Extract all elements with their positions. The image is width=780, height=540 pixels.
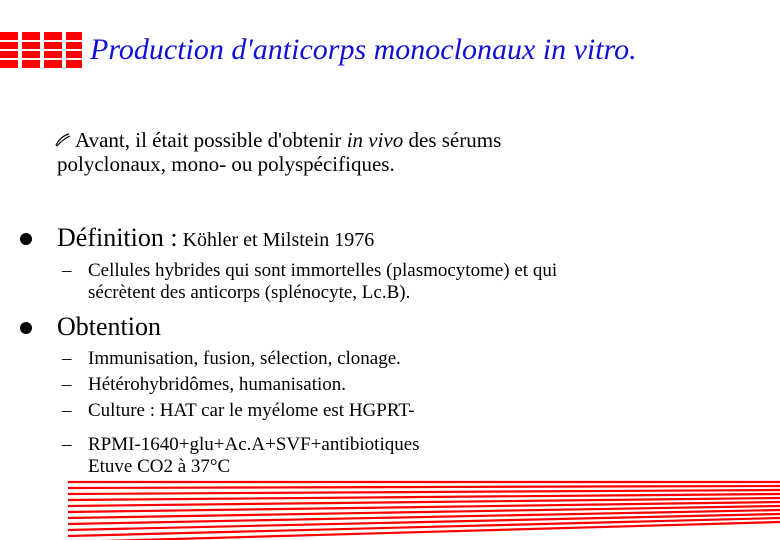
bullet-dot-icon (20, 322, 32, 334)
obtention-item-2: Hétérohybridômes, humanisation. (88, 374, 347, 395)
obtention-item-3: Culture : HAT car le myélome est HGPRT- (88, 400, 415, 421)
obtention-dash-2: – (62, 374, 72, 395)
intro-paragraph (57, 128, 501, 176)
definition-sub-dash: – (62, 260, 72, 281)
definition-detail: Köhler et Milstein 1976 (177, 229, 375, 251)
obtention-dash-4: – (62, 434, 72, 455)
red-hatch-decoration (68, 480, 780, 540)
definition-label: Définition : (57, 223, 178, 252)
slide-title: Production d'anticorps monoclonaux in vitro. (90, 33, 637, 66)
bullet-dot-icon (20, 233, 32, 245)
obtention-item-1: Immunisation, fusion, sélection, clonage. (88, 348, 401, 369)
red-block-logo-icon (0, 28, 84, 72)
definition-sub-line-2: sécrètent des anticorps (splénocyte, Lc.B). (88, 282, 411, 303)
intro-line-1 (57, 128, 501, 152)
definition-heading (57, 222, 374, 258)
intro-italic: in vivo (346, 128, 404, 152)
obtention-dash-3: – (62, 400, 72, 421)
obtention-item-4: RPMI-1640+glu+Ac.A+SVF+antibiotiques (88, 434, 420, 455)
pen-bullet-icon (54, 132, 72, 148)
obtention-item-4-line-2: Etuve CO2 à 37°C (88, 456, 231, 477)
intro-text: Avant, il était possible d'obtenir (75, 128, 347, 152)
obtention-heading: Obtention (57, 312, 161, 341)
obtention-dash-1: – (62, 348, 72, 369)
definition-sub-line-1: Cellules hybrides qui sont immortelles (plasmocytome) et qui (88, 260, 558, 281)
intro-line-2: polyclonaux, mono- ou polyspécifiques. (57, 152, 395, 176)
intro-text-end: des sérums (403, 128, 502, 152)
